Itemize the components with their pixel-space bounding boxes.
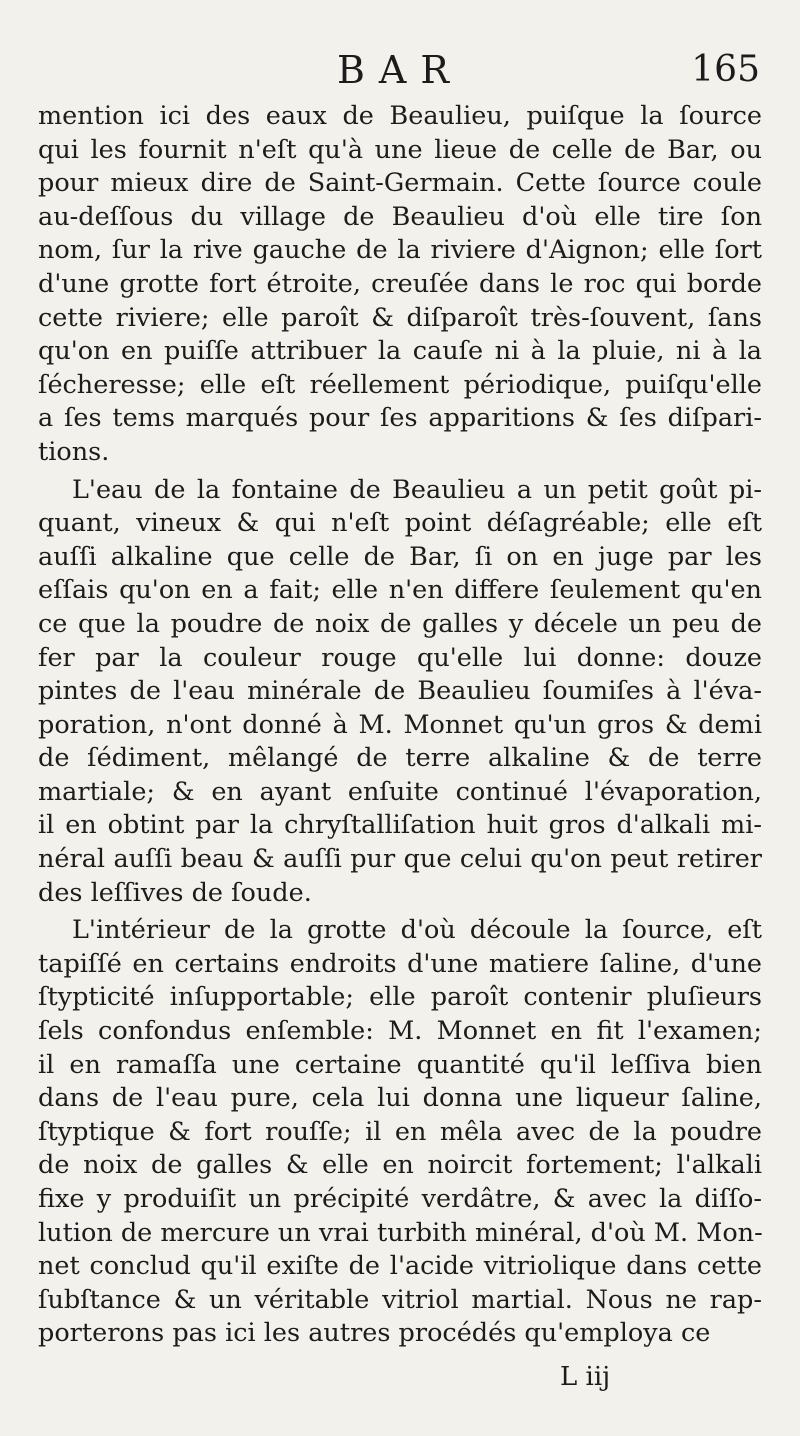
paragraph [38, 474, 762, 911]
text-line: ſtypticité inſupportable; elle paroît contenir pluſieurs [38, 982, 762, 1013]
text-line: ſels confondus enſemble: M. Monnet en fit l'examen; [38, 1016, 762, 1047]
page-number: 165 [691, 49, 760, 90]
text-line: tapiſſé en certains endroits d'une matiere ſaline, d'une [38, 948, 762, 979]
text-line: qu'on en puiſſe attribuer la cauſe ni à la pluie, ni à la [38, 336, 762, 367]
text-line: de noix de galles & elle en noircit fortement; l'alkali [38, 1150, 762, 1181]
text-line: nom, ſur la rive gauche de la riviere d'Aignon; elle ſort [38, 235, 762, 266]
text-line: poration, n'ont donné à M. Monnet qu'un gros & demi [38, 709, 762, 740]
text-line: pintes de l'eau minérale de Beaulieu ſoumiſes à l'éva- [38, 676, 762, 707]
text-line: L'intérieur de la grotte d'où découle la ſource, eſt [72, 915, 762, 946]
text-line: des leſſives de ſoude. [38, 877, 312, 908]
text-line: eſſais qu'on en a fait; elle n'en differe ſeulement qu'en [38, 575, 762, 606]
text-line: net conclud qu'il exiſte de l'acide vitriolique dans cette [38, 1251, 762, 1282]
text-line: mention ici des eaux de Beaulieu, puiſque la ſource [38, 101, 762, 131]
body-text [38, 100, 762, 1351]
text-line: pour mieux dire de Saint-Germain. Cette ſource coule [38, 168, 762, 199]
signature-mark: L iij [560, 1362, 611, 1392]
text-line: lution de mercure un vrai turbith minéral, d'où M. Mon- [38, 1217, 763, 1248]
text-line: néral auſſi beau & auſſi pur que celui qu'on peut retirer [38, 844, 762, 875]
text-line: quant, vineux & qui n'eſt point déſagréable; elle eſt [38, 508, 762, 539]
text-line: porterons pas ici les autres procédés qu'employa ce [38, 1318, 711, 1349]
text-line: fer par la couleur rouge qu'elle lui donne: douze [38, 642, 762, 673]
paragraph [38, 100, 762, 470]
text-line: ſécheresse; elle eſt réellement périodique, puiſqu'elle [38, 369, 762, 400]
text-line: L'eau de la fontaine de Beaulieu a un petit goût pi- [72, 474, 762, 505]
text-line: dans de l'eau pure, cela lui donna une liqueur ſaline, [38, 1083, 762, 1114]
text-line: tions. [38, 436, 110, 467]
text-line: cette riviere; elle paroît & diſparoît très-ſouvent, ſans [38, 302, 762, 333]
text-line: de ſédiment, mêlangé de terre alkaline & de terre [38, 743, 762, 774]
text-line: d'une grotte fort étroite, creuſée dans le roc qui borde [38, 268, 762, 299]
text-line: martiale; & en ayant enſuite continué l'évaporation, [38, 776, 762, 807]
running-title: BAR [337, 48, 463, 92]
text-line: a ſes tems marqués pour ſes apparitions & ſes diſpari- [38, 403, 762, 434]
text-line: au-deſſous du village de Beaulieu d'où elle tire ſon [38, 201, 762, 232]
text-line: fixe y produiſit un précipité verdâtre, & avec la diſſo- [38, 1184, 762, 1214]
text-line: ce que la poudre de noix de galles y décele un peu de [38, 608, 762, 639]
text-line: qui les fournit n'eſt qu'à une lieue de celle de Bar, ou [38, 134, 762, 165]
paragraph [38, 914, 762, 1351]
text-line: ſubſtance & un véritable vitriol martial. Nous ne rap- [38, 1284, 762, 1315]
text-line: il en obtint par la chryſtalliſation huit gros d'alkali mi- [38, 810, 762, 841]
text-line: auſſi alkaline que celle de Bar, ſi on en juge par les [38, 541, 762, 572]
text-line: il en ramaſſa une certaine quantité qu'il leſſiva bien [38, 1049, 762, 1080]
text-line: ſtyptique & fort rouſſe; il en mêla avec de la poudre [38, 1116, 762, 1147]
running-head [38, 48, 762, 100]
